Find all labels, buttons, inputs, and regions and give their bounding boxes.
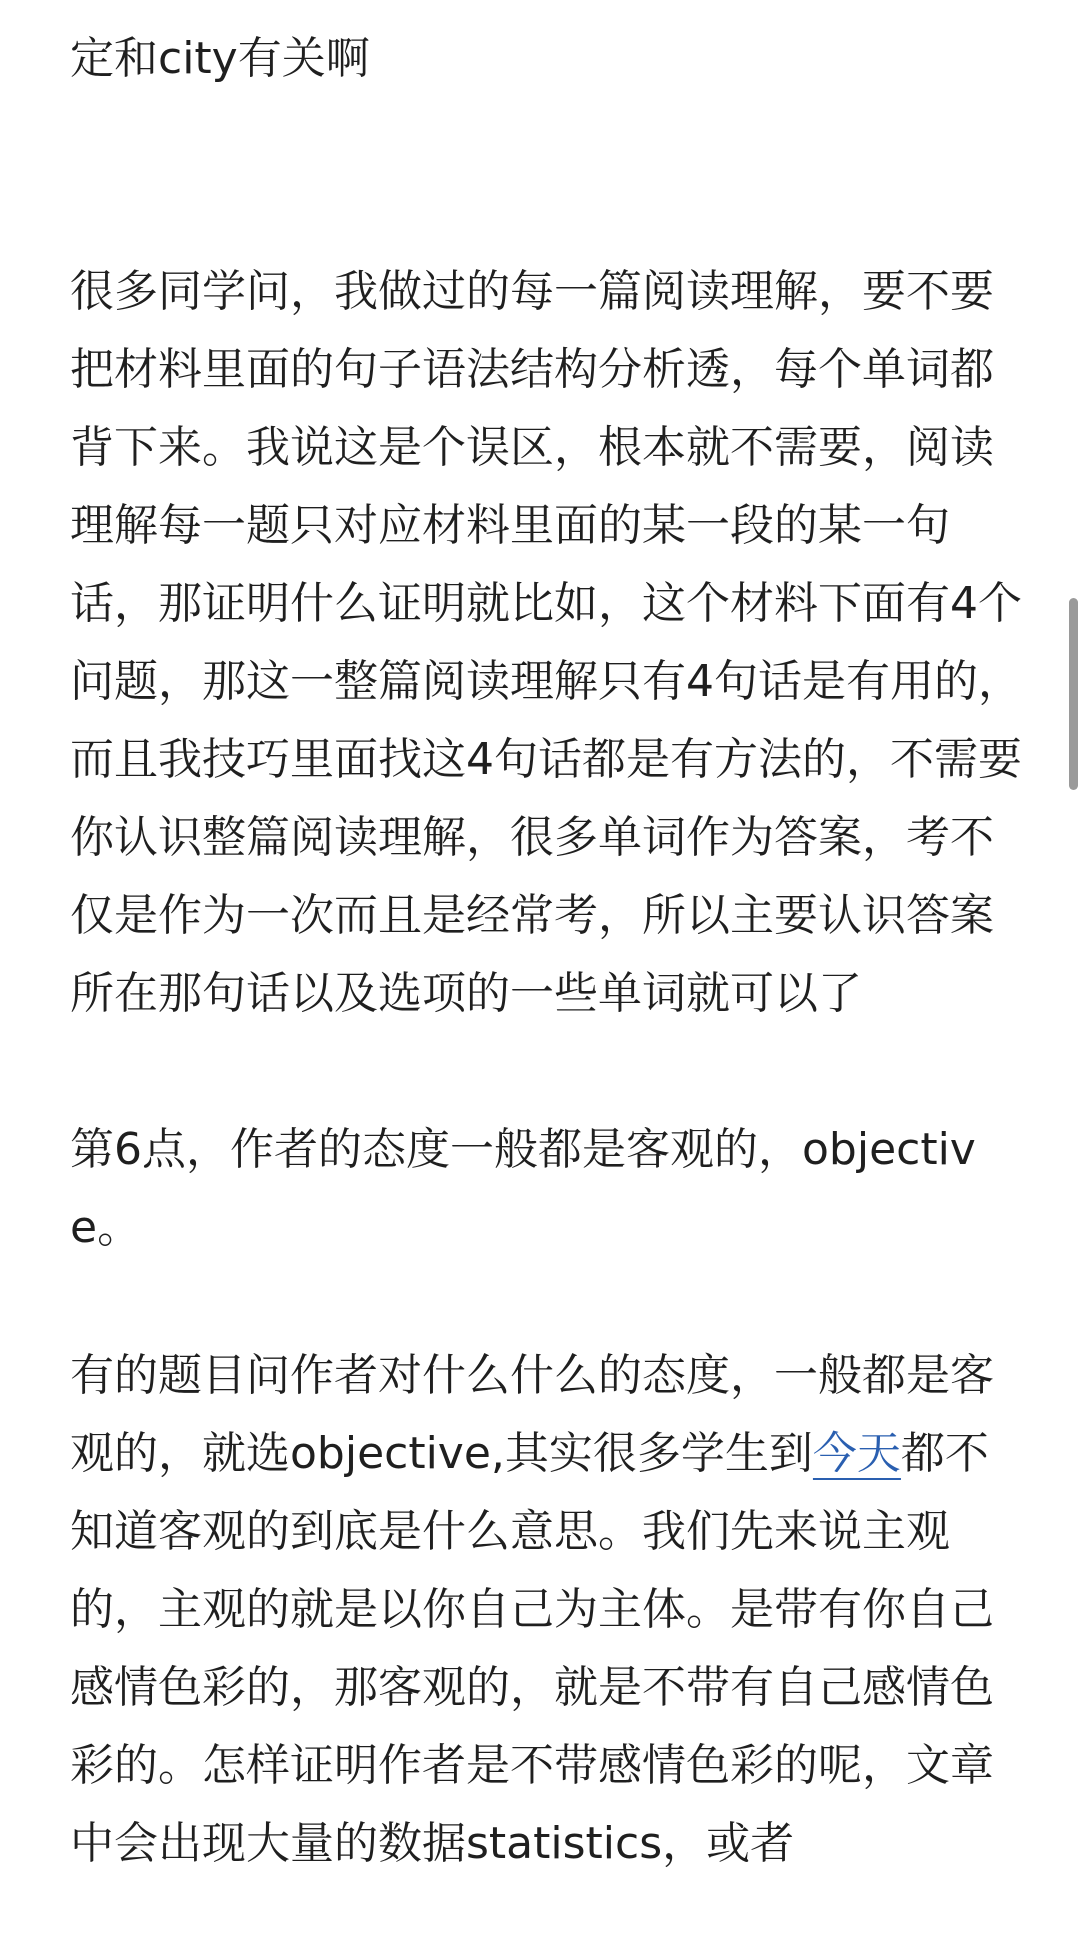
paragraph-point-6: 第6点，作者的态度一般都是客观的，objective。 bbox=[70, 1124, 976, 1253]
paragraph-intro: 定和city有关啊 bbox=[70, 33, 370, 84]
paragraph-attitude-text-start: 有的题目问作者对什么什么的态度，一般都是客观的，就选objective,其实很多学生到 bbox=[70, 1350, 994, 1479]
scrollbar-thumb[interactable] bbox=[1069, 598, 1078, 790]
paragraph-attitude bbox=[70, 1337, 1025, 1883]
paragraph-attitude-text-end: 都不知道客观的到底是什么意思。我们先来说主观的，主观的就是以你自己为主体。是带有你自己感情色彩的，那客观的，就是不带有自己感情色彩的。怎样证明作者是不带感情色彩的呢，文章中会出现大量的数据statistics，或者 bbox=[70, 1428, 994, 1869]
today-link[interactable]: 今天 bbox=[812, 1428, 901, 1479]
paragraph-spacer bbox=[70, 1267, 1025, 1337]
paragraph-reading-tip: 很多同学问，我做过的每一篇阅读理解，要不要把材料里面的句子语法结构分析透，每个单词都背下来。我说这是个误区，根本就不需要，阅读理解每一题只对应材料里面的某一段的某一句话，那证明什么证明就比如，这个材料下面有4个问题，那这一整篇阅读理解只有4句话是有用的，而且我技巧里面找这4句话都是有方法的，不需要你认识整篇阅读理解，很多单词作为答案，考不仅是作为一次而且是经常考，所以主要认识答案所在那句话以及选项的一些单词就可以了 bbox=[70, 266, 1022, 1019]
article-body bbox=[70, 20, 1025, 1883]
paragraph-spacer bbox=[70, 98, 1025, 253]
paragraph-spacer bbox=[70, 1033, 1025, 1111]
